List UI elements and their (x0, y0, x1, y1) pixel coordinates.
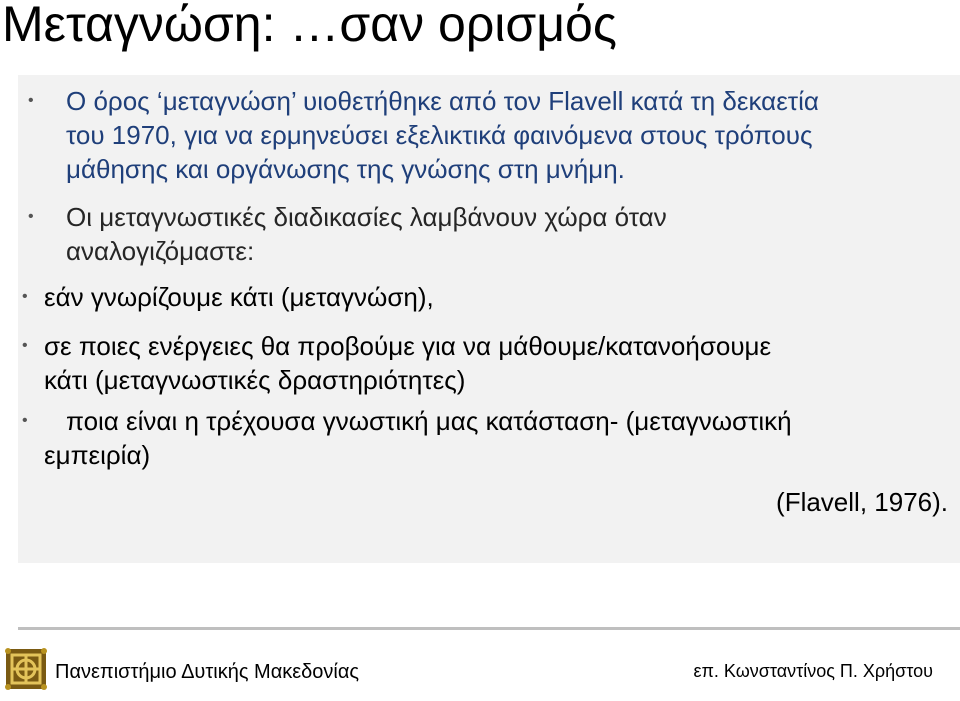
footer-divider (18, 627, 960, 630)
bullet-line: Ο όρος ‘μεταγνώση’ υιοθετήθηκε από τον Flavell κατά τη δεκαετία (66, 86, 819, 116)
slide-title: Μεταγνώση: …σαν ορισμός (2, 0, 617, 52)
bullet-dot-icon: • (22, 412, 28, 429)
bullet-line: μάθησης και οργάνωσης της γνώσης στη μνήμη. (66, 154, 625, 184)
bullet-line: Οι μεταγνωστικές διαδικασίες λαμβάνουν χώρα όταν (66, 202, 667, 232)
bullet-line: του 1970, για να ερμηνεύσει εξελικτικά φαινόμενα στους τρόπους (66, 120, 813, 150)
bullet-dot-icon: • (28, 208, 34, 225)
content-box (18, 75, 960, 563)
bullet-dot-icon: • (22, 337, 28, 354)
bullet-dot-icon: • (22, 288, 28, 305)
bullet-dot-icon: • (28, 92, 34, 109)
bullet-line: ποια είναι η τρέχουσα γνωστική μας κατάσταση- (μεταγνωστική (66, 406, 792, 436)
bullet-line: αναλογιζόμαστε: (66, 236, 255, 266)
footer-university: Πανεπιστήμιο Δυτικής Μακεδονίας (55, 661, 360, 683)
university-knot-logo-icon (4, 647, 48, 691)
footer-author: επ. Κωνσταντίνος Π. Χρήστου (693, 661, 933, 681)
citation: (Flavell, 1976). (776, 487, 948, 517)
bullet-line: εάν γνωρίζουμε κάτι (μεταγνώση), (44, 282, 434, 312)
bullet-line: εμπειρία) (44, 440, 151, 470)
bullet-line: κάτι (μεταγνωστικές δραστηριότητες) (44, 365, 466, 395)
bullet-line: σε ποιες ενέργειες θα προβούμε για να μάθουμε/κατανοήσουμε (44, 331, 772, 361)
